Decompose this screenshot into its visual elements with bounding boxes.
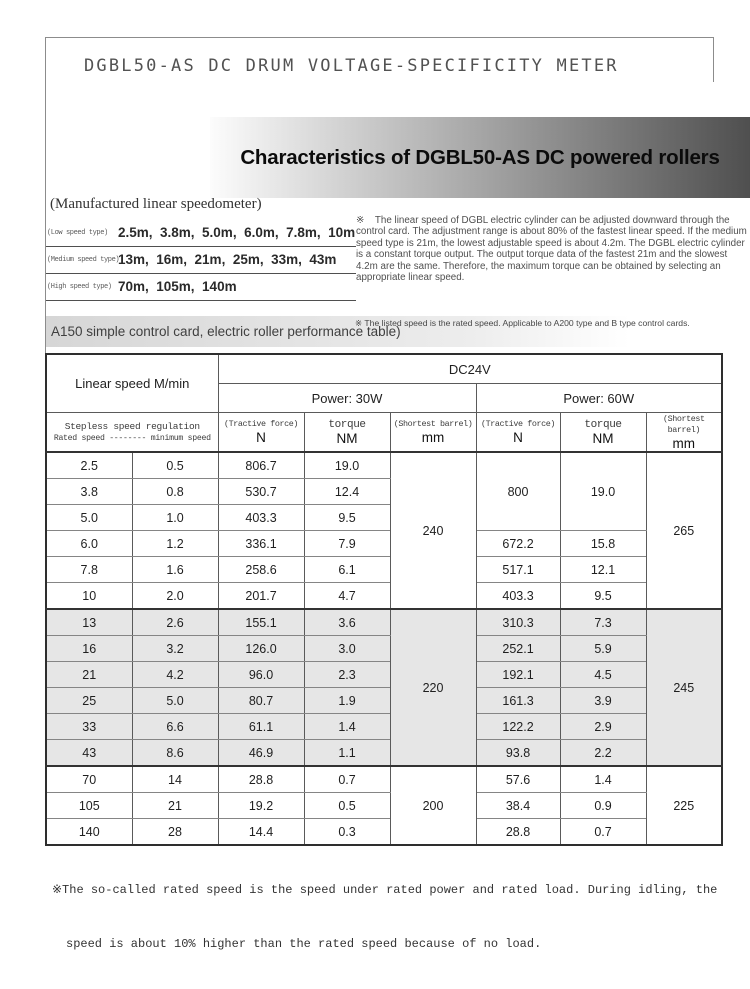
table-row: [46, 636, 722, 662]
cell-minimum-speed: 0.5: [132, 452, 218, 479]
table-row: [46, 609, 722, 636]
cell-rated-speed: 21: [46, 662, 132, 688]
tractive-label: (Tractive force): [481, 419, 556, 429]
stepless-label: Stepless speed regulation: [64, 421, 200, 432]
header-row-units: [46, 413, 722, 453]
cell-shortest-barrel-30w: 240: [390, 452, 476, 609]
cell-rated-speed: 5.0: [46, 505, 132, 531]
cell-tractive-force-60w: 800: [476, 452, 560, 531]
cell-tractive-force-30w: 336.1: [218, 531, 304, 557]
table-caption: A150 simple control card, electric roller performance table): [51, 324, 401, 339]
cell-torque-60w: 7.3: [560, 609, 646, 636]
speed-row-label: (High speed type): [47, 283, 112, 291]
header-power-30w: Power: 30W: [218, 384, 476, 413]
cell-tractive-force-30w: 403.3: [218, 505, 304, 531]
rated-speed-note: ※ The listed speed is the rated speed. Applicable to A200 type and B type control cards.: [355, 318, 690, 328]
barrel-label: (Shortest barrel): [662, 413, 705, 435]
cell-tractive-force-60w: 403.3: [476, 583, 560, 610]
table-body: [46, 452, 722, 845]
footer-note-line2: speed is about 10% higher than the rated speed because of no load.: [66, 937, 542, 951]
table-row: [46, 819, 722, 846]
speed-row-label: (Medium speed type): [47, 256, 120, 264]
cell-torque-30w: 0.7: [304, 766, 390, 793]
table-row: [46, 740, 722, 767]
cell-torque-30w: 1.4: [304, 714, 390, 740]
cell-rated-speed: 16: [46, 636, 132, 662]
cell-shortest-barrel-60w: 245: [646, 609, 722, 766]
cell-minimum-speed: 1.2: [132, 531, 218, 557]
table-row: [46, 531, 722, 557]
cell-tractive-force-30w: 806.7: [218, 452, 304, 479]
cell-torque-60w: 12.1: [560, 557, 646, 583]
cell-minimum-speed: 5.0: [132, 688, 218, 714]
speed-type-list: [46, 220, 356, 301]
header-dc24v: DC24V: [218, 354, 722, 384]
cell-torque-30w: 1.1: [304, 740, 390, 767]
banner-title: Characteristics of DGBL50-AS DC powered rollers: [240, 145, 720, 169]
cell-tractive-force-30w: 61.1: [218, 714, 304, 740]
barrel-label: (Shortest barrel): [393, 419, 473, 429]
cell-torque-60w: 1.4: [560, 766, 646, 793]
cell-tractive-force-30w: 201.7: [218, 583, 304, 610]
cell-torque-60w: 5.9: [560, 636, 646, 662]
cell-torque-60w: 19.0: [560, 452, 646, 531]
cell-tractive-force-60w: 38.4: [476, 793, 560, 819]
header-tractive-30w: [218, 413, 304, 453]
banner: [210, 117, 750, 198]
cell-tractive-force-30w: 28.8: [218, 766, 304, 793]
cell-minimum-speed: 4.2: [132, 662, 218, 688]
performance-table: [45, 353, 723, 846]
cell-minimum-speed: 1.6: [132, 557, 218, 583]
cell-minimum-speed: 3.2: [132, 636, 218, 662]
cell-tractive-force-60w: 252.1: [476, 636, 560, 662]
cell-torque-60w: 3.9: [560, 688, 646, 714]
header-power-60w: Power: 60W: [476, 384, 722, 413]
cell-torque-60w: 15.8: [560, 531, 646, 557]
cell-shortest-barrel-30w: 200: [390, 766, 476, 845]
cell-tractive-force-60w: 57.6: [476, 766, 560, 793]
cell-torque-60w: 2.9: [560, 714, 646, 740]
table-row: [46, 557, 722, 583]
cell-rated-speed: 33: [46, 714, 132, 740]
header-row-voltage: [46, 354, 722, 384]
table-row: [46, 688, 722, 714]
cell-minimum-speed: 21: [132, 793, 218, 819]
cell-torque-30w: 19.0: [304, 452, 390, 479]
cell-torque-30w: 3.6: [304, 609, 390, 636]
cell-tractive-force-60w: 672.2: [476, 531, 560, 557]
cell-torque-30w: 9.5: [304, 505, 390, 531]
cell-shortest-barrel-30w: 220: [390, 609, 476, 766]
table-row: [46, 714, 722, 740]
cell-tractive-force-60w: 517.1: [476, 557, 560, 583]
cell-torque-30w: 1.9: [304, 688, 390, 714]
cell-rated-speed: 140: [46, 819, 132, 846]
speed-row-values: 2.5m, 3.8m, 5.0m, 6.0m, 7.8m, 10m: [118, 225, 356, 240]
cell-rated-speed: 43: [46, 740, 132, 767]
header-torque-30w: [304, 413, 390, 453]
tractive-unit: N: [513, 430, 523, 445]
cell-tractive-force-30w: 126.0: [218, 636, 304, 662]
cell-minimum-speed: 6.6: [132, 714, 218, 740]
cell-minimum-speed: 2.6: [132, 609, 218, 636]
cell-tractive-force-30w: 19.2: [218, 793, 304, 819]
cell-shortest-barrel-60w: 225: [646, 766, 722, 845]
header-barrel-60w: [646, 413, 722, 453]
speed-row-medium: [46, 247, 356, 274]
torque-label: torque: [584, 418, 622, 431]
speed-row-label: (Low speed type): [47, 229, 108, 237]
torque-unit: NM: [592, 430, 614, 446]
cell-minimum-speed: 8.6: [132, 740, 218, 767]
cell-rated-speed: 2.5: [46, 452, 132, 479]
cell-rated-speed: 25: [46, 688, 132, 714]
footer-note-line1: ※The so-called rated speed is the speed under rated power and rated load. During idling, the: [52, 883, 718, 897]
cell-rated-speed: 10: [46, 583, 132, 610]
cell-torque-60w: 9.5: [560, 583, 646, 610]
speed-row-values: 13m, 16m, 21m, 25m, 33m, 43m: [118, 252, 337, 267]
speedometer-caption: (Manufactured linear speedometer): [50, 196, 262, 212]
cell-torque-30w: 2.3: [304, 662, 390, 688]
cell-torque-60w: 4.5: [560, 662, 646, 688]
speed-adjustment-note: ※ The linear speed of DGBL electric cylinder can be adjusted downward through the control card. The adjustment range is about 80% of the fastest linear speed. If the medium speed type is 21m, the lowest adjustable speed is about 4.2m. The DGBL electric cylinder is a constant torque output. The output torque data of the fastest 21m and the slowest 4.2m are the same. Therefore, the maximum torque can be obtained by selecting an appropriate linear speed.: [356, 215, 750, 284]
cell-shortest-barrel-60w: 265: [646, 452, 722, 609]
cell-rated-speed: 13: [46, 609, 132, 636]
header-linear-speed: Linear speed M/min: [46, 354, 218, 413]
torque-unit: NM: [336, 430, 358, 446]
cell-tractive-force-30w: 258.6: [218, 557, 304, 583]
footer-note: [52, 845, 717, 989]
cell-minimum-speed: 2.0: [132, 583, 218, 610]
cell-minimum-speed: 1.0: [132, 505, 218, 531]
cell-torque-30w: 12.4: [304, 479, 390, 505]
speed-row-low: [46, 220, 356, 247]
cell-torque-60w: 0.9: [560, 793, 646, 819]
cell-minimum-speed: 28: [132, 819, 218, 846]
cell-rated-speed: 105: [46, 793, 132, 819]
barrel-unit: mm: [421, 430, 445, 445]
cell-torque-30w: 3.0: [304, 636, 390, 662]
cell-torque-30w: 0.3: [304, 819, 390, 846]
cell-tractive-force-30w: 96.0: [218, 662, 304, 688]
speed-row-high: [46, 274, 356, 301]
cell-tractive-force-30w: 530.7: [218, 479, 304, 505]
tractive-label: (Tractive force): [224, 419, 299, 429]
table-row: [46, 662, 722, 688]
rated-min-label: Rated speed -------- minimum speed: [53, 434, 211, 443]
header-torque-60w: [560, 413, 646, 453]
speed-row-values: 70m, 105m, 140m: [118, 279, 237, 294]
cell-rated-speed: 7.8: [46, 557, 132, 583]
cell-tractive-force-60w: 122.2: [476, 714, 560, 740]
cell-tractive-force-60w: 310.3: [476, 609, 560, 636]
torque-label: torque: [328, 418, 366, 431]
cell-torque-60w: 0.7: [560, 819, 646, 846]
doc-title: DGBL50-AS DC DRUM VOLTAGE-SPECIFICITY METER: [84, 56, 619, 76]
cell-tractive-force-30w: 80.7: [218, 688, 304, 714]
cell-tractive-force-60w: 93.8: [476, 740, 560, 767]
cell-rated-speed: 6.0: [46, 531, 132, 557]
tractive-unit: N: [256, 430, 266, 445]
header-barrel-30w: [390, 413, 476, 453]
cell-minimum-speed: 14: [132, 766, 218, 793]
cell-rated-speed: 3.8: [46, 479, 132, 505]
cell-torque-60w: 2.2: [560, 740, 646, 767]
cell-tractive-force-60w: 28.8: [476, 819, 560, 846]
table-row: [46, 583, 722, 610]
cell-tractive-force-60w: 192.1: [476, 662, 560, 688]
table-row: [46, 766, 722, 793]
cell-torque-30w: 0.5: [304, 793, 390, 819]
cell-torque-30w: 6.1: [304, 557, 390, 583]
cell-torque-30w: 4.7: [304, 583, 390, 610]
cell-minimum-speed: 0.8: [132, 479, 218, 505]
table-row: [46, 793, 722, 819]
cell-tractive-force-30w: 14.4: [218, 819, 304, 846]
cell-tractive-force-30w: 155.1: [218, 609, 304, 636]
header-stepless: [46, 413, 218, 453]
cell-tractive-force-60w: 161.3: [476, 688, 560, 714]
table-row: [46, 452, 722, 479]
barrel-unit: mm: [672, 435, 696, 451]
frame-border-left: [45, 37, 46, 353]
cell-tractive-force-30w: 46.9: [218, 740, 304, 767]
cell-rated-speed: 70: [46, 766, 132, 793]
header-tractive-60w: [476, 413, 560, 453]
cell-torque-30w: 7.9: [304, 531, 390, 557]
